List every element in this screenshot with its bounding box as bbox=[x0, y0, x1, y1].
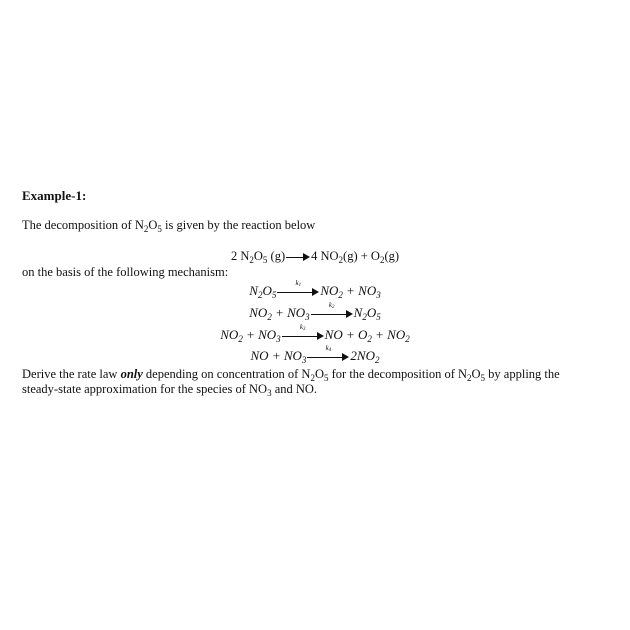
overall-reaction bbox=[0, 249, 630, 264]
step-reactants: $N_2O_5$ bbox=[249, 283, 277, 300]
overall-products: 4 $NO_2(g) + O_2(g)$ bbox=[311, 249, 400, 265]
rate-constant-label: $k_4$ bbox=[325, 344, 332, 354]
example-heading: Example-1: bbox=[22, 188, 87, 203]
mechanism-step bbox=[0, 344, 630, 365]
derive-text-line2: steady-state approximation for the species of $NO_3$ and NO. bbox=[22, 382, 318, 398]
reaction-arrow-icon bbox=[277, 279, 319, 297]
reaction-arrow-icon bbox=[307, 344, 349, 362]
intro-text bbox=[22, 218, 315, 233]
mechanism-step bbox=[0, 279, 630, 300]
mechanism-step bbox=[0, 323, 630, 344]
rate-constant-label: $k_2$ bbox=[328, 301, 335, 311]
step-products: $NO_2 + NO_3$ bbox=[320, 283, 381, 300]
intro-after: is given by the reaction below bbox=[161, 218, 316, 232]
step-reactants: NO + $NO_3$ bbox=[250, 348, 307, 365]
species-n2o5: $N_2O_5$ bbox=[134, 218, 162, 234]
derive-text-line1: Derive the rate law only depending on concentration of $N_2O_5$ for the decomposition of $N_2O_5$ by appling the bbox=[22, 367, 560, 383]
rate-constant-label: $k_3$ bbox=[299, 323, 306, 333]
intro-before: The decomposition of bbox=[22, 218, 135, 232]
step-products: $2NO_2$ bbox=[350, 348, 380, 365]
mechanism-intro: on the basis of the following mechanism: bbox=[22, 265, 229, 279]
rate-constant-label: $k_1$ bbox=[295, 279, 302, 289]
mechanism-step bbox=[0, 301, 630, 322]
reaction-arrow-icon bbox=[311, 301, 353, 319]
step-products: NO + $O_2 + NO_2$ bbox=[324, 327, 410, 344]
overall-reactants: 2 $N_2O_5$ (g) bbox=[230, 249, 286, 265]
step-products: $N_2O_5$ bbox=[353, 305, 381, 322]
step-reactants: $NO_2 + NO_3$ bbox=[249, 305, 310, 322]
step-reactants: $NO_2 + NO_3$ bbox=[220, 327, 281, 344]
reaction-arrow-icon bbox=[286, 252, 310, 262]
reaction-arrow-icon bbox=[282, 323, 324, 341]
